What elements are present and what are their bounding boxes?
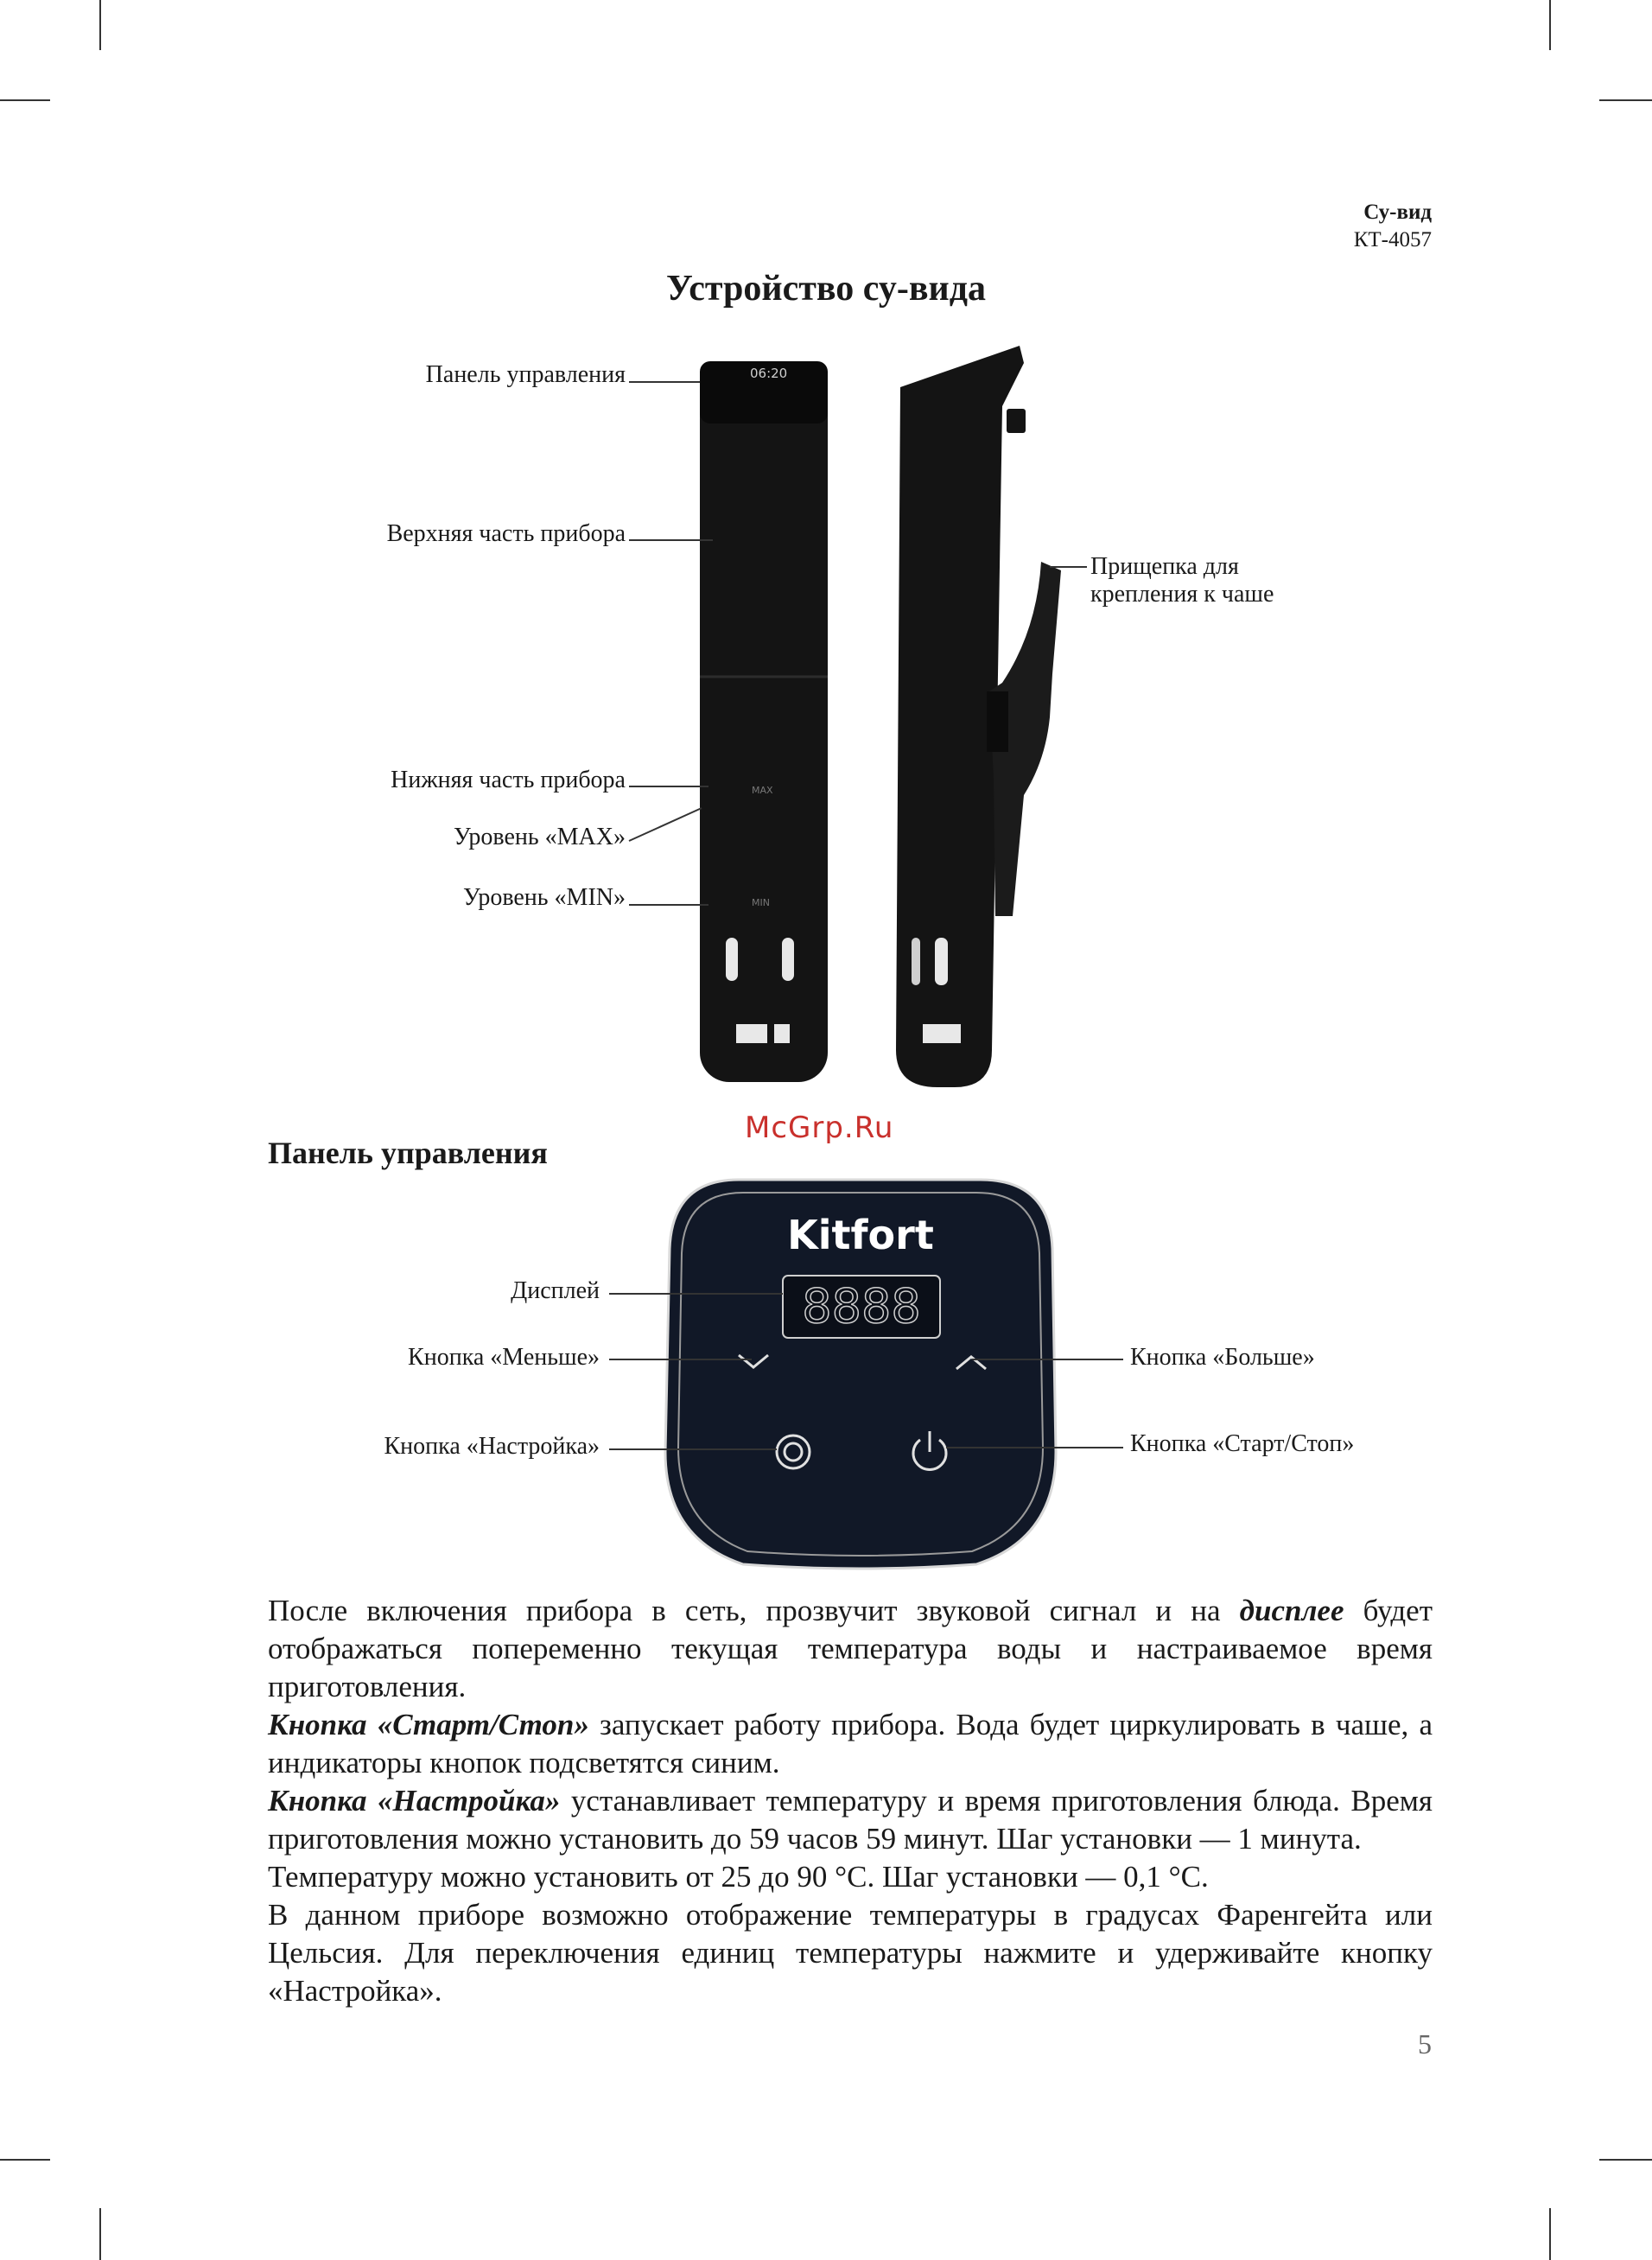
device-illustration bbox=[0, 0, 1652, 1124]
control-panel-illustration bbox=[0, 1167, 1652, 1582]
p2-text: запускает работу прибора. Вода будет циркулировать в чаше, а индикаторы кнопок подсветятся синим. bbox=[268, 1708, 1433, 1779]
device-front-view bbox=[700, 361, 828, 1082]
p1-text-end: будет отображаться попеременно текущая температура воды и настраиваемое время приготовления. bbox=[268, 1594, 1433, 1703]
header-model: КТ-4057 bbox=[1353, 228, 1432, 251]
min-mark: MIN bbox=[752, 897, 770, 908]
brand-logo: Kitfort bbox=[787, 1212, 934, 1258]
label-settings-button: Кнопка «Настройка» bbox=[384, 1433, 600, 1460]
p3-emphasis: Кнопка «Настройка» bbox=[268, 1784, 561, 1818]
crop-mark bbox=[1599, 2159, 1652, 2161]
crop-mark bbox=[0, 2159, 50, 2161]
label-plus-button: Кнопка «Больше» bbox=[1130, 1344, 1315, 1371]
label-control-panel: Панель управления bbox=[425, 361, 626, 388]
paragraph-5: В данном приборе возможно отображение температуры в градусах Фаренгейта или Цельсия. Для переключения единиц температуры нажмите и удерживайте кнопку «Настройка». bbox=[268, 1898, 1433, 2008]
label-clip-line2: крепления к чаше bbox=[1090, 581, 1274, 608]
label-start-stop-button: Кнопка «Старт/Стоп» bbox=[1130, 1430, 1355, 1457]
p1-text: После включения прибора в сеть, прозвучит звуковой сигнал и на bbox=[268, 1594, 1240, 1627]
page-title: Устройство су-вида bbox=[665, 269, 986, 309]
label-display: Дисплей bbox=[511, 1277, 600, 1304]
crop-mark bbox=[99, 2208, 101, 2260]
display-digits: 8888 bbox=[802, 1279, 921, 1334]
device-display-time: 06:20 bbox=[750, 366, 788, 381]
page-number: 5 bbox=[1418, 2028, 1432, 2059]
watermark: McGrp.Ru bbox=[745, 1111, 894, 1145]
device-side-view bbox=[896, 346, 1061, 1087]
paragraph-3 bbox=[268, 1782, 1433, 1858]
p2-emphasis: Кнопка «Старт/Стоп» bbox=[268, 1708, 589, 1741]
label-max-level: Уровень «MAX» bbox=[454, 824, 626, 850]
p1-emphasis: дисплее bbox=[1239, 1594, 1344, 1627]
body-text bbox=[268, 1592, 1433, 2010]
paragraph-4: Температуру можно установить от 25 до 90 °C. Шаг установки — 0,1 °C. bbox=[268, 1860, 1209, 1894]
section-title: Панель управления bbox=[268, 1136, 548, 1170]
paragraph-1 bbox=[268, 1592, 1433, 1706]
label-lower-part: Нижняя часть прибора bbox=[391, 767, 626, 793]
crop-mark bbox=[1549, 2208, 1551, 2260]
label-upper-part: Верхняя часть прибора bbox=[386, 520, 626, 547]
paragraph-2 bbox=[268, 1706, 1433, 1782]
p3-text: устанавливает температуру и время приготовления блюда. Время приготовления можно установить до 59 часов 59 минут. Шаг установки — 1 минута. bbox=[268, 1784, 1433, 1856]
header-product: Су-вид bbox=[1363, 201, 1432, 224]
max-mark: MAX bbox=[752, 785, 773, 796]
label-minus-button: Кнопка «Меньше» bbox=[408, 1344, 600, 1371]
label-clip-line1: Прищепка для bbox=[1090, 553, 1239, 580]
label-min-level: Уровень «MIN» bbox=[462, 884, 626, 911]
